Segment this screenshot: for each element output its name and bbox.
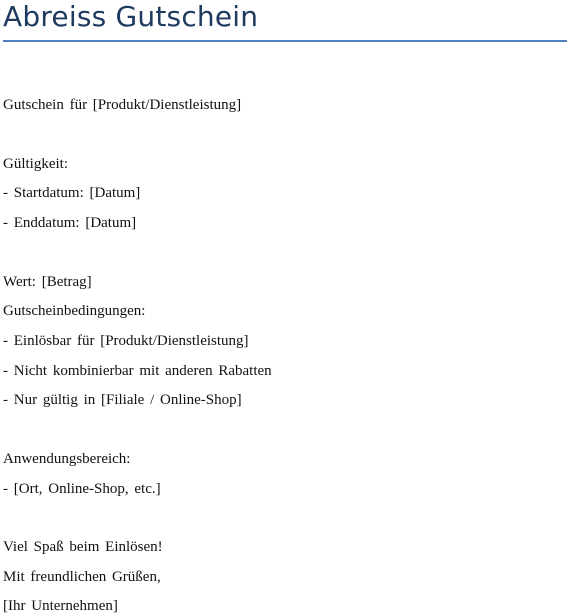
closing-wish: Viel Spaß beim Einlösen! <box>3 539 163 555</box>
condition-valid-location: - Nur gültig in [Filiale / Online-Shop] <box>3 392 242 408</box>
condition-not-combinable: - Nicht kombinierbar mit anderen Rabatten <box>3 363 272 379</box>
validity-label: Gültigkeit: <box>3 156 68 172</box>
document-title: Abreiss Gutschein <box>3 0 259 33</box>
condition-redeemable: - Einlösbar für [Produkt/Dienstleistung] <box>3 333 249 349</box>
start-date-line: - Startdatum: [Datum] <box>3 185 141 201</box>
scope-line: - [Ort, Online-Shop, etc.] <box>3 481 161 497</box>
value-line: Wert: [Betrag] <box>3 274 92 290</box>
end-date-line: - Enddatum: [Datum] <box>3 215 137 231</box>
company-signature: [Ihr Unternehmen] <box>3 598 118 614</box>
conditions-label: Gutscheinbedingungen: <box>3 303 146 319</box>
voucher-heading: Gutschein für [Produkt/Dienstleistung] <box>3 97 242 113</box>
scope-label: Anwendungsbereich: <box>3 451 131 467</box>
closing-greeting: Mit freundlichen Grüßen, <box>3 569 161 585</box>
title-underline <box>3 40 567 42</box>
